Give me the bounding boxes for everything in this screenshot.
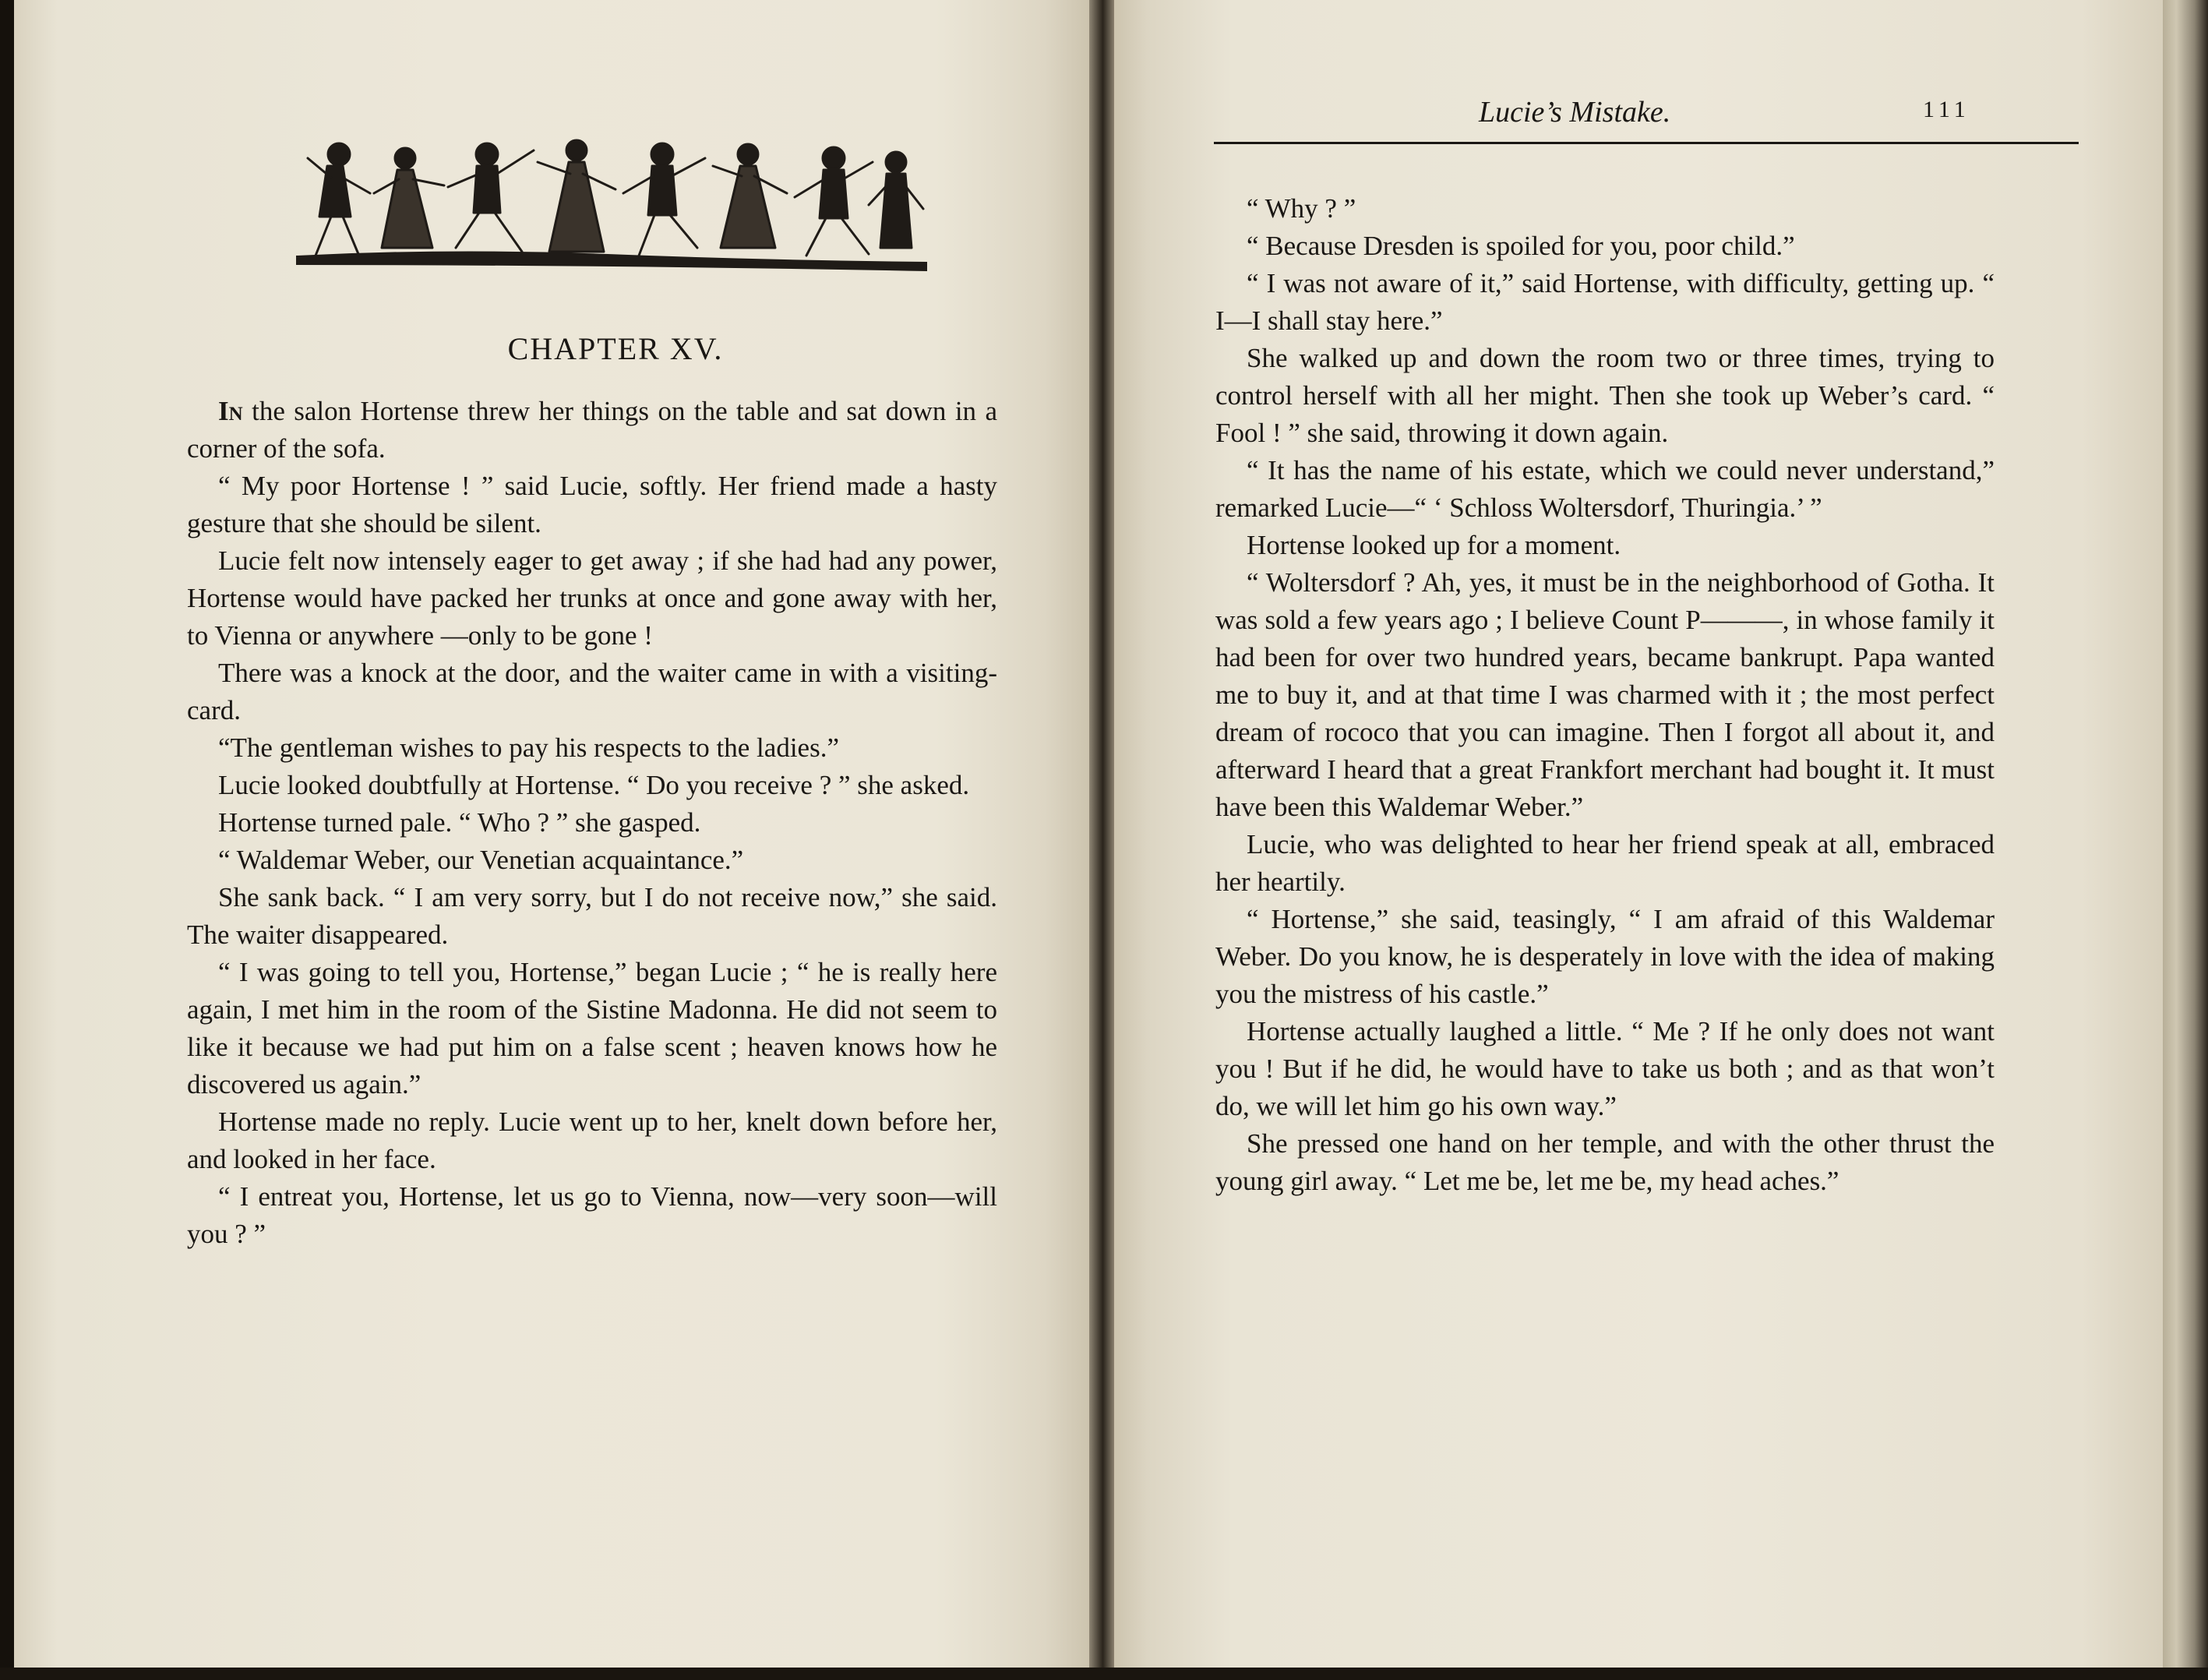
paragraph: “The gentleman wishes to pay his respects to the ladies.”	[218, 732, 839, 763]
paragraph: Lucie felt now intensely eager to get away ; if she had had any power, Hortense would have packed her trunks at once and gone away with her, to Vienna or anywhere —only to be gone !	[187, 545, 997, 651]
paragraph: “ It has the name of his estate, which we could never understand,” remarked Lucie—“ ‘ Schloss Woltersdorf, Thuringia.’ ”	[1215, 455, 1995, 523]
paragraph: She sank back. “ I am very sorry, but I do not receive now,” she said. The waiter disappeared.	[187, 882, 997, 950]
header-rule	[1214, 142, 2079, 144]
paragraph: Lucie looked doubtfully at Hortense. “ Do you receive ? ” she asked.	[218, 770, 970, 800]
paragraph: “ Why ? ”	[1247, 193, 1356, 224]
paragraph: Hortense actually laughed a little. “ Me ? If he only does not want you ! But if he did, he would have to take us both ; and as that won’t do, we will let him go his own way.”	[1215, 1016, 1995, 1121]
paragraph: “ Woltersdorf ? Ah, yes, it must be in the neighborhood of Gotha. It was sold a few years ago ; I believe Count P———, in whose family it had been for over two hundred years, became bankrupt. Papa wanted me to buy it, and at that time I was charmed with it ; the most perfect dream of rococo that you can imagine. Then I forgot all about it, and afterward I heard that a great Frankfort merchant had bought it. It must have been this Waldemar Weber.”	[1215, 567, 1995, 822]
paragraph: “ Waldemar Weber, our Venetian acquaintance.”	[218, 845, 744, 875]
right-page-body	[1215, 190, 1995, 1200]
paragraph: “ I was going to tell you, Hortense,” began Lucie ; “ he is really here again, I met him in the room of the Sistine Madonna. He did not seem to like it because we had put him on a false scent ; heaven knows how he discovered us again.”	[187, 957, 997, 1099]
running-head	[1105, 95, 2166, 150]
paragraph: Hortense made no reply. Lucie went up to her, knelt down before her, and looked in her face.	[187, 1106, 997, 1174]
paragraph: “ My poor Hortense ! ” said Lucie, softly. Her friend made a hasty gesture that she should be silent.	[187, 471, 997, 538]
chapter-title: CHAPTER XV.	[507, 331, 724, 366]
paragraph: There was a knock at the door, and the waiter came in with a visiting-card.	[187, 658, 997, 725]
page-edge	[2163, 0, 2208, 1680]
left-page-body	[187, 393, 997, 1253]
paragraph: “ I entreat you, Hortense, let us go to Vienna, now—very soon—will you ? ”	[187, 1181, 997, 1249]
paragraph: Hortense turned pale. “ Who ? ” she gasped.	[218, 807, 701, 838]
paragraph: Lucie, who was delighted to hear her friend speak at all, embraced her heartily.	[1215, 829, 1995, 897]
paragraph: She pressed one hand on her temple, and with the other thrust the young girl away. “ Let me be, let me be, my head aches.”	[1215, 1128, 1995, 1196]
paragraph: In the salon Hortense threw her things on the table and sat down in a corner of the sofa.	[187, 396, 997, 464]
running-title: Lucie’s Mistake.	[1479, 96, 1671, 129]
paragraph: “ Because Dresden is spoiled for you, poor child.”	[1247, 231, 1795, 261]
book-gutter	[1089, 0, 1114, 1674]
paragraph: Hortense looked up for a moment.	[1247, 530, 1621, 560]
paragraph: “ Hortense,” she said, teasingly, “ I am afraid of this Waldemar Weber. Do you know, he is desperately in love with the idea of making you the mistress of his castle.”	[1215, 904, 1995, 1009]
paragraph: “ I was not aware of it,” said Hortense, with difficulty, getting up. “ I—I shall stay here.”	[1215, 268, 1995, 336]
page-number: 111	[1923, 97, 1970, 122]
dancing-figures-ornament	[296, 131, 927, 279]
bottom-edge	[0, 1668, 2208, 1680]
paragraph: She walked up and down the room two or three times, trying to control herself with all her might. Then she took up Weber’s card. “ Fool ! ” she said, throwing it down again.	[1215, 343, 1995, 448]
opening-word: In	[218, 396, 243, 426]
